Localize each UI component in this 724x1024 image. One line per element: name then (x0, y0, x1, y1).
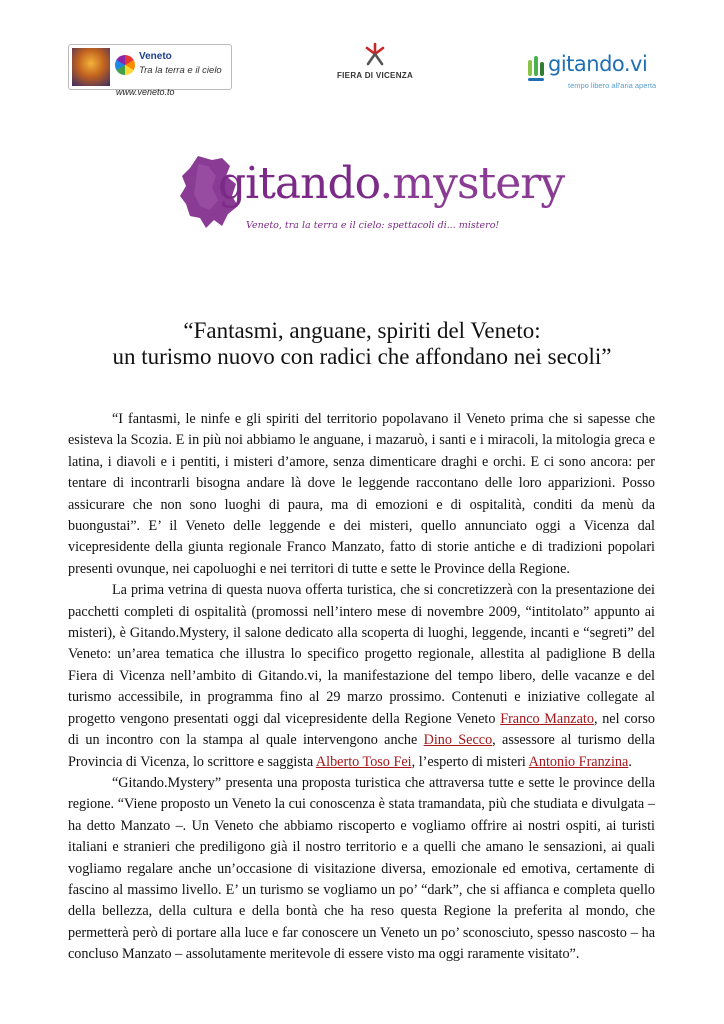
veneto-logo (68, 44, 232, 97)
person-name-franco-manzato: Franco Manzato (500, 710, 594, 727)
paragraph-2-text-c: , assessore al turismo della Provincia di Vicenza, lo scrittore e saggista (68, 732, 655, 770)
person-name-dino-secco: Dino Secco (423, 732, 493, 749)
fiera-vicenza-logo (334, 42, 416, 86)
fiera-logo-text: FIERA DI VICENZA (336, 71, 414, 80)
article-body (68, 409, 655, 966)
gitando-mystery-wordmark (218, 158, 565, 209)
article-paragraph-1: “I fantasmi, le ninfe e gli spiriti del territorio popolavano il Veneto prima che si sapesse che esisteva la Scozia. E in più noi abbiamo le anguane, i mazaruò, i santi e i miracoli, la mitologia greca e latina, i diavoli e i pentiti, i misteri d’amore, senza dimenticare draghi e orchi. E ci sono ancora: per tentare di incontrarli bisogna andare là dove le leggende raccontano delle loro apparizioni. Posso assicurare che non sono luoghi di paura, ma di emozioni e di ospitalità, conditi da menù da buongustai”. E’ il Veneto delle leggende e dei misteri, quello annunciato oggi a Vicenza dal vicepresidente della giunta regionale Franco Manzato, fatto di storie antiche e di tradizioni popolari presenti ovunque, nei capoluoghi e nei territori di tutte e sette le Province della Regione. (68, 411, 655, 577)
paragraph-2-text-b: , nel corso di un incontro con la stampa al quale intervengono anche (68, 710, 655, 749)
veneto-logo-image (72, 48, 110, 86)
gitandovi-mark-icon (526, 56, 546, 90)
fiera-star-icon (363, 42, 387, 68)
veneto-logo-title: Veneto (139, 51, 172, 62)
press-release-headline (40, 318, 684, 370)
veneto-logo-frame (68, 44, 232, 90)
paragraph-2-text-e: . (628, 753, 632, 770)
veneto-logo-url: www.veneto.to (116, 87, 175, 97)
headline-line-1: “Fantasmi, anguane, spiriti del Veneto: (183, 318, 541, 343)
veneto-logo-subtitle: Tra la terra e il cielo (139, 65, 222, 76)
wordmark-gitando: gitando (218, 158, 380, 209)
gitandovi-wordmark: gitando.vi (548, 52, 648, 76)
headline-line-2: un turismo nuovo con radici che affondano nei secoli” (112, 344, 612, 369)
article-paragraph-2 (68, 580, 655, 773)
article-paragraph-3: “Gitando.Mystery” presenta una proposta turistica che attraversa tutte e sette le province della regione. “Viene proposto un Veneto la cui conoscenza è stata tramandata, più che studiata e divulgata – ha detto Manzato –. Un Veneto che abbiamo riscoperto e vogliamo offrire ai nostri ospiti, ai turisti italiani e stranieri che prediligono già il nostro territorio e a quelli che amano le sensazioni, ai quali vogliamo regalare anche un’occasione di visitazione diversa, emozionale ed emotiva, certamente di fascino al massimo livello. E’ un turismo se vogliamo un po’ “dark”, che si affianca e completa quello della bellezza, della cultura e della bontà che ha reso questa Regione la preferita al mondo, che permetterà però di portare alla luce e far conoscere un Veneto un po’ sconosciuto, spesso nascosto – ha concluso Manzato – assolutamente meritevole di essere visto ma oggi raramente visitato”. (68, 774, 655, 963)
color-wheel-icon (115, 55, 135, 75)
gitandovi-logo (526, 52, 666, 96)
gitandovi-subtitle: tempo libero all'aria aperta (568, 81, 657, 90)
paragraph-2-text-a: La prima vetrina di questa nuova offerta turistica, che si concretizzerà con la presentazione dei pacchetti completi di ospitalità (promossi nell’intero mese di novembre 2009, “intitolato” appunto ai misteri), è Gitando.Mystery, il salone dedicato alla scoperta di luoghi, leggende, incanti e “segreti” del Veneto: un’area tematica che illustra lo specifico progetto regionale, allestita al padiglione B della Fiera di Vicenza nell’ambito di Gitando.vi, la manifestazione del tempo libero, delle vacanze e del turismo accessibile, in programma fino al 29 marzo prossimo. Contenuti e iniziative collegate al progetto vengono presentati oggi dal vicepresidente della Regione Veneto (68, 582, 655, 727)
brand-tagline: Veneto, tra la terra e il cielo: spettacoli di... mistero! (246, 220, 500, 231)
paragraph-2-text-d: , l’esperto di misteri (411, 753, 529, 770)
person-name-alberto-toso-fei: Alberto Toso Fei (315, 753, 412, 770)
gitando-mystery-logo (176, 150, 565, 242)
person-name-antonio-franzina: Antonio Franzina (528, 753, 629, 770)
wordmark-mystery: .mystery (379, 158, 565, 209)
